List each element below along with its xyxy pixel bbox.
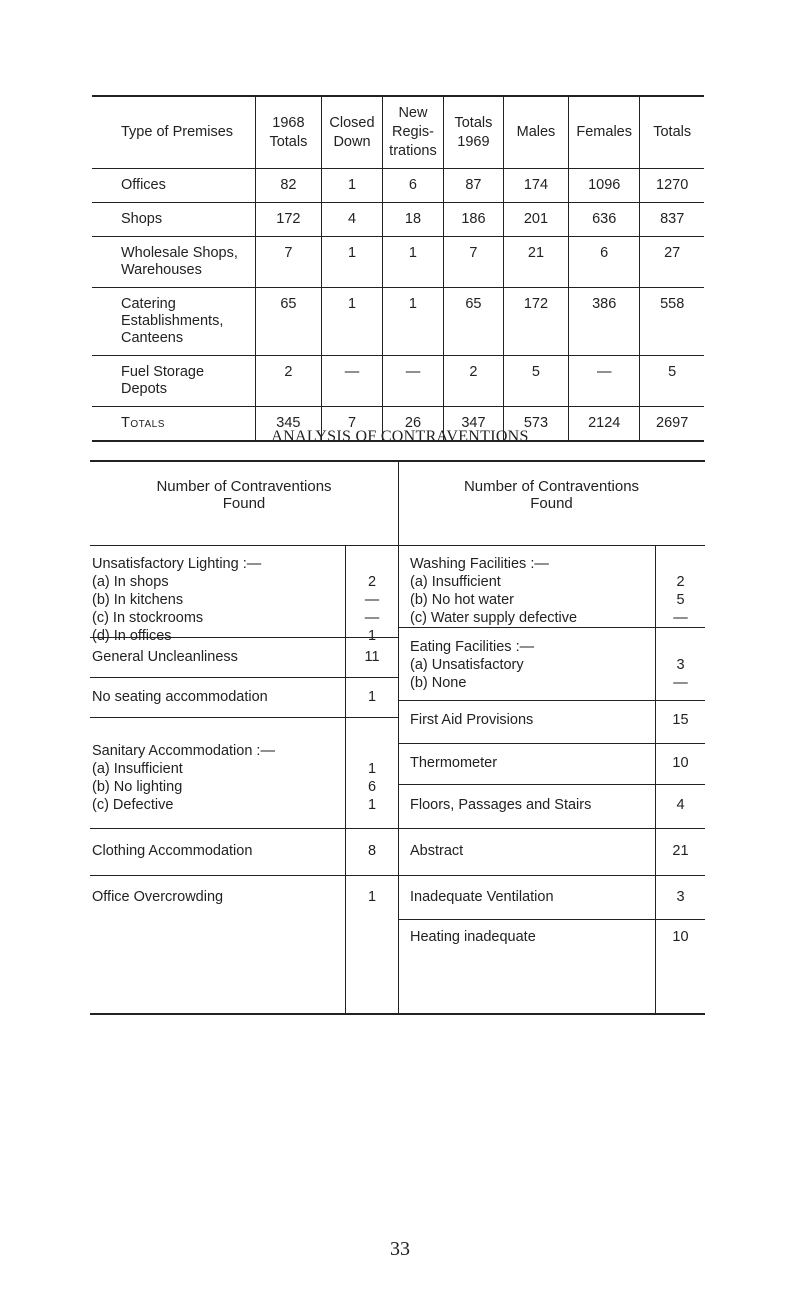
- males-cell: 201: [503, 203, 568, 237]
- totals-cell: 1270: [640, 169, 704, 203]
- header-males: Males: [503, 96, 568, 169]
- first-aid-label: First Aid Provisions: [410, 712, 534, 728]
- new-cell: 6: [382, 169, 443, 203]
- closed-cell: 1: [321, 288, 382, 356]
- floors-label: Floors, Passages and Stairs: [410, 797, 592, 813]
- thermometer-label: Thermometer: [410, 755, 498, 771]
- premises-header-row: [92, 96, 704, 169]
- t1968-cell: 82: [255, 169, 321, 203]
- thermometer-value: 10: [672, 755, 689, 771]
- totals-cell: 558: [640, 288, 704, 356]
- analysis-title: ANALYSIS OF CONTRAVENTIONS: [271, 428, 529, 445]
- t1969-cell: 65: [443, 288, 503, 356]
- totals-cell: 5: [640, 356, 704, 407]
- abstract-value: 21: [672, 843, 689, 859]
- males-cell: 573: [503, 407, 568, 442]
- overcrowding-value: 1: [367, 889, 377, 905]
- t1968-cell: 2: [255, 356, 321, 407]
- closed-cell: 7: [321, 407, 382, 442]
- females-cell: 636: [569, 203, 640, 237]
- new-cell: 18: [382, 203, 443, 237]
- t1969-cell: 2: [443, 356, 503, 407]
- page-number: 33: [390, 1238, 410, 1260]
- totals-cell: 27: [640, 237, 704, 288]
- t1969-cell: 87: [443, 169, 503, 203]
- heating-value: 10: [672, 929, 689, 945]
- header-females: Females: [569, 96, 640, 169]
- males-cell: 21: [503, 237, 568, 288]
- closed-cell: —: [321, 356, 382, 407]
- females-cell: 386: [569, 288, 640, 356]
- t1968-cell: 7: [255, 237, 321, 288]
- eating-label: Eating Facilities :— (a) Unsatisfactory (b) None: [410, 639, 535, 691]
- new-cell: 1: [382, 237, 443, 288]
- premises-row: [92, 356, 704, 407]
- new-cell: —: [382, 356, 443, 407]
- uncleanliness-value: 11: [364, 649, 380, 665]
- closed-cell: 1: [321, 169, 382, 203]
- header-closed-down: Closed Down: [321, 96, 382, 169]
- premises-row: [92, 203, 704, 237]
- washing-values: 2 5 —: [673, 574, 688, 626]
- right-column-header: Number of Contraventions Found: [463, 478, 640, 512]
- type-cell: Shops: [121, 211, 163, 227]
- first-aid-value: 15: [672, 712, 689, 728]
- type-cell: Totals: [121, 415, 165, 431]
- seating-label: No seating accommodation: [92, 689, 268, 705]
- t1968-cell: 172: [255, 203, 321, 237]
- type-cell: Wholesale Shops, Warehouses: [121, 245, 238, 278]
- totals-cell: 2697: [640, 407, 704, 442]
- ventilation-label: Inadequate Ventilation: [410, 889, 554, 905]
- type-cell: Catering Establishments, Canteens: [121, 296, 224, 346]
- females-cell: —: [569, 356, 640, 407]
- header-type-of-premises: Type of Premises: [121, 124, 234, 140]
- t1968-cell: 345: [255, 407, 321, 442]
- males-cell: 172: [503, 288, 568, 356]
- heating-label: Heating inadequate: [410, 929, 536, 945]
- uncleanliness-label: General Uncleanliness: [92, 649, 238, 665]
- males-cell: 5: [503, 356, 568, 407]
- t1969-cell: 7: [443, 237, 503, 288]
- premises-table: [92, 95, 704, 442]
- females-cell: 2124: [569, 407, 640, 442]
- males-cell: 174: [503, 169, 568, 203]
- abstract-label: Abstract: [410, 843, 464, 859]
- sanitary-label: Sanitary Accommodation :— (a) Insufficient (b) No lighting (c) Defective: [92, 743, 275, 813]
- females-cell: 1096: [569, 169, 640, 203]
- floors-value: 4: [676, 797, 685, 813]
- type-cell: Fuel Storage Depots: [121, 364, 205, 397]
- header-1968-totals: 1968 Totals: [255, 96, 321, 169]
- washing-label: Washing Facilities :— (a) Insufficient (b) No hot water (c) Water supply defective: [410, 556, 578, 626]
- new-cell: 26: [382, 407, 443, 442]
- header-totals: Totals: [640, 96, 704, 169]
- closed-cell: 1: [321, 237, 382, 288]
- header-new-registrations: New Regis- trations: [382, 96, 443, 169]
- left-column-header: Number of Contraventions Found: [156, 478, 332, 512]
- lighting-values: 2 — — 1: [364, 574, 380, 644]
- eating-values: 3 —: [673, 657, 688, 691]
- females-cell: 6: [569, 237, 640, 288]
- premises-row: [92, 237, 704, 288]
- sanitary-values: 1 6 1: [367, 761, 377, 813]
- t1969-cell: 347: [443, 407, 503, 442]
- overcrowding-label: Office Overcrowding: [92, 889, 224, 905]
- premises-row: [92, 288, 704, 356]
- type-cell: Offices: [121, 177, 166, 193]
- new-cell: 1: [382, 288, 443, 356]
- seating-value: 1: [367, 689, 377, 705]
- t1969-cell: 186: [443, 203, 503, 237]
- t1968-cell: 65: [255, 288, 321, 356]
- header-totals-1969: Totals 1969: [443, 96, 503, 169]
- lighting-label: Unsatisfactory Lighting :— (a) In shops (b) In kitchens (c) In stockrooms (d) In offices: [92, 556, 262, 644]
- ventilation-value: 3: [676, 889, 685, 905]
- closed-cell: 4: [321, 203, 382, 237]
- premises-row: [92, 169, 704, 203]
- totals-cell: 837: [640, 203, 704, 237]
- clothing-label: Clothing Accommodation: [92, 843, 253, 859]
- clothing-value: 8: [367, 843, 377, 859]
